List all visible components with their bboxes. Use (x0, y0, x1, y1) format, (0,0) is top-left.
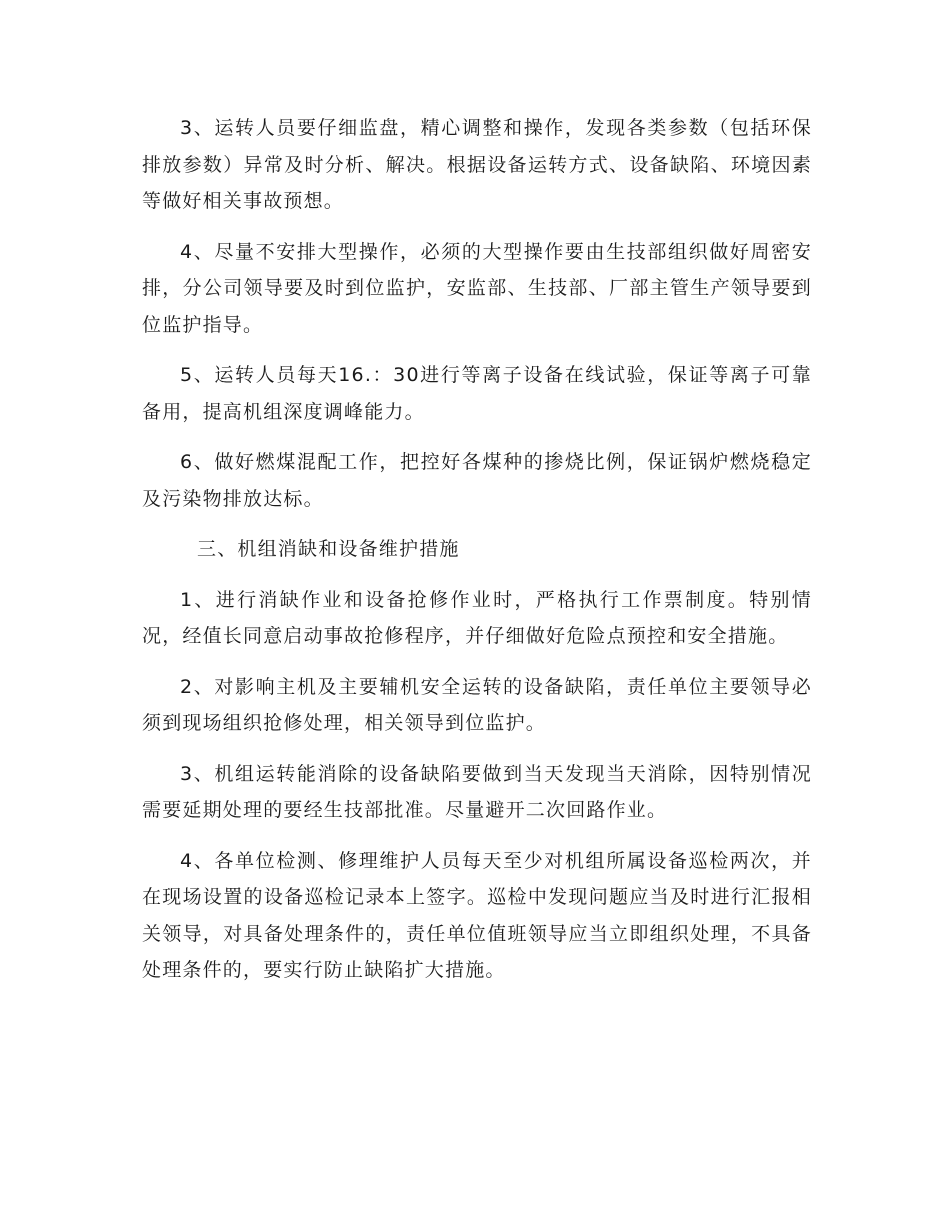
paragraph-item-3: 3、运转人员要仔细监盘，精心调整和操作，发现各类参数（包括环保排放参数）异常及时分析、解决。根据设备运转方式、设备缺陷、环境因素等做好相关事故预想。 (142, 117, 812, 212)
paragraph-item-1: 1、进行消缺作业和设备抢修作业时，严格执行工作票制度。特别情况，经值长同意启动事故抢修程序，并仔细做好危险点预控和安全措施。 (142, 588, 812, 647)
paragraph-item-6: 6、做好燃煤混配工作，把控好各煤种的掺烧比例，保证锅炉燃烧稳定及污染物排放达标。 (142, 451, 812, 510)
paragraph-item-5: 5、运转人员每天16.：30进行等离子设备在线试验，保证等离子可靠备用，提高机组深度调峰能力。 (142, 364, 812, 423)
document-page (142, 110, 812, 1003)
paragraph-item-3b: 3、机组运转能消除的设备缺陷要做到当天发现当天消除，因特别情况需要延期处理的要经生技部批准。尽量避开二次回路作业。 (142, 762, 812, 821)
paragraph-item-2: 2、对影响主机及主要辅机安全运转的设备缺陷，责任单位主要领导必须到现场组织抢修处理，相关领导到位监护。 (142, 675, 812, 734)
paragraph-item-4b: 4、各单位检测、修理维护人员每天至少对机组所属设备巡检两次，并在现场设置的设备巡检记录本上签字。巡检中发现问题应当及时进行汇报相关领导，对具备处理条件的，责任单位值班领导应当立即组织处理，不具备处理条件的，要实行防止缺陷扩大措施。 (142, 849, 812, 981)
section-heading: 三、机组消缺和设备维护措施 (197, 538, 460, 560)
paragraph-item-4: 4、尽量不安排大型操作，必须的大型操作要由生技部组织做好周密安排，分公司领导要及时到位监护，安监部、生技部、厂部主管生产领导要到位监护指导。 (142, 240, 812, 336)
